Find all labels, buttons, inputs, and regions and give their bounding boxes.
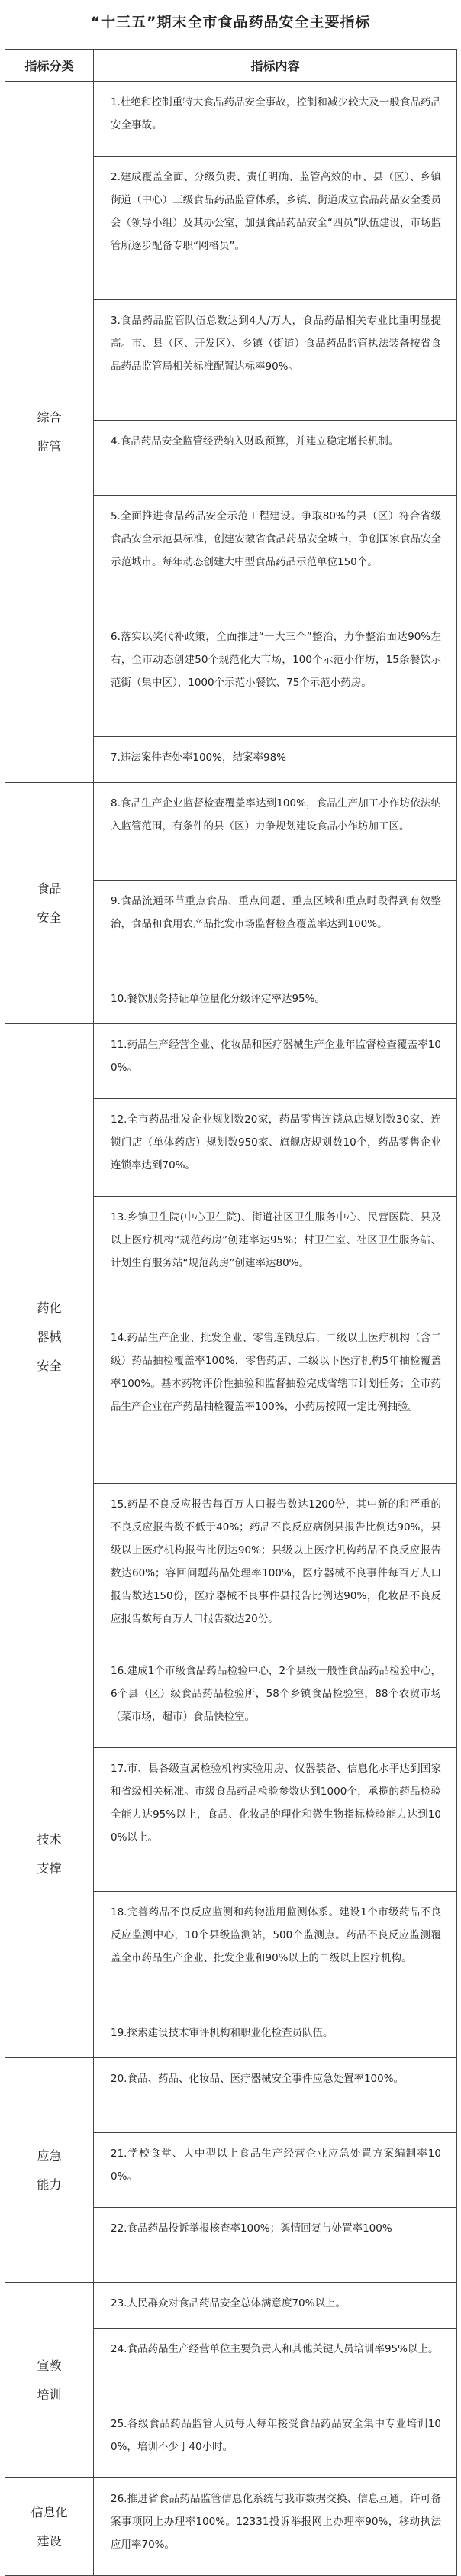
indicator-item: 19.探索建设技术审评机构和职业化检查员队伍。 <box>94 2012 457 2058</box>
indicator-item: 15.药品不良反应报告每百万人口报告数达1200份，其中新的和严重的不良反应报告数不低于40%；药品不良反应病例县报告比例达90%，县级以上医疗机构报告比例达90%；县级以上医疗机构药品不良反应报告数达60%；容回问题药品处理率100%，医疗器械不良事件每百万人口报告数达150份，医疗器械不良事件县报告比例达90%，化妆品不良反应报告数每百万人口报告数达20份。 <box>94 1484 457 1650</box>
table-row <box>5 2478 457 2576</box>
indicator-item: 6.落实以奖代补政策，全面推进“一大三个”整治，力争整治面达90%左右，全市动态创建50个规范化大市场，100个示范小作坊，15条餐饮示范街（集中区），1000个示范小餐饮、75个示范小药房。 <box>94 616 457 737</box>
category-label: 能力 <box>37 2177 62 2192</box>
content-column-header: 指标内容 <box>94 50 457 82</box>
indicator-item: 9.食品流通环节重点食品、重点问题、重点区域和重点时段得到有效整治，食品和食用农产品批发市场监督检查覆盖率达到100%。 <box>94 881 457 978</box>
category-label: 安全 <box>37 1358 62 1373</box>
table-row <box>5 783 457 881</box>
indicator-item: 11.药品生产经营企业、化妆品和医疗器械生产企业年监督检查覆盖率100%。 <box>94 1024 457 1099</box>
category-label: 安全 <box>37 910 62 925</box>
category-label: 支撑 <box>37 1860 62 1876</box>
category-label: 宣教 <box>37 2358 62 2373</box>
category-label: 食品 <box>37 881 62 896</box>
page-title: “十三五”期末全市食品药品安全主要指标 <box>90 14 371 31</box>
indicator-item: 21.学校食堂、大中型以上食品生产经营企业应急处置方案编制率100%。 <box>94 2133 457 2208</box>
indicator-item: 10.餐饮服务持证单位量化分级评定率达95%。 <box>94 978 457 1024</box>
indicator-item: 23.人民群众对食品药品安全总体满意度70%以上。 <box>94 2283 457 2329</box>
category-column-header: 指标分类 <box>5 50 94 82</box>
indicator-item: 13.乡镇卫生院(中心卫生院)、街道社区卫生服务中心、民营医院、县及以上医疗机构“规范药房”创建率达95%；村卫生室、社区卫生服务站、计划生育服务站“规范药房”创建率达80%。 <box>94 1197 457 1317</box>
category-label: 应急 <box>37 2148 62 2163</box>
category-label: 培训 <box>37 2387 62 2402</box>
table-row <box>5 1024 457 1099</box>
table-body <box>5 82 457 2576</box>
indicator-item: 8.食品生产企业监督检查覆盖率达到100%，食品生产加工小作坊依法纳入监管范围，有条件的县（区）力争规划建设食品小作坊加工区。 <box>94 783 457 881</box>
category-label: 器械 <box>37 1329 62 1344</box>
category-label: 建设 <box>37 2533 62 2549</box>
indicator-item: 24.食品药品生产经营单位主要负责人和其他关键人员培训率95%以上。 <box>94 2329 457 2403</box>
category-cell <box>5 1650 94 2058</box>
indicator-item: 12.全市药品批发企业规划数20家，药品零售连锁总店规划数30家、连锁门店（单体药店）规划数950家、旗舰店规划数10个，药品零售企业连锁率达到70%。 <box>94 1099 457 1197</box>
indicator-item: 7.违法案件查处率100%，结案率98% <box>94 737 457 783</box>
indicator-item: 22.食品药品投诉举报核查率100%；舆情回复与处置率100% <box>94 2208 457 2283</box>
table-row <box>5 2283 457 2329</box>
category-label: 监管 <box>37 438 62 454</box>
category-cell <box>5 1024 94 1650</box>
indicator-item: 18.完善药品不良反应监测和药物滥用监测体系。建设1个市级药品不良反应监测中心，10个县级监测站，500个监测点。药品不良反应监测覆盖全市药品生产企业、批发企业和90%以上的二级以上医疗机构。 <box>94 1892 457 2012</box>
indicator-table <box>5 49 457 2576</box>
indicator-item: 14.药品生产企业、批发企业、零售连锁总店、二级以上医疗机构（含二级）药品抽检覆盖率100%，零售药店、二级以下医疗机构5年抽检覆盖率100%。基本药物评价性抽验和监督抽验完成省辖市计划任务；全市药品生产企业在产药品抽检覆盖率100%，小药房按照一定比例抽验。 <box>94 1317 457 1484</box>
indicator-item: 2.建成覆盖全面、分级负责、责任明确、监管高效的市、县（区）、乡镇街道（中心）三级食品药品监管体系，乡镇、街道成立食品药品安全委员会（领导小组）及其办公室，加强食品药品安全“四员”队伍建设，市场监管所逐步配备专职“网格员”。 <box>94 157 457 300</box>
category-cell <box>5 783 94 1024</box>
category-label: 药化 <box>37 1300 62 1315</box>
indicator-item: 17.市、县各级直属检验机构实验用房、仪器装备、信息化水平达到国家和省级相关标准。市级食品药品检验参数达到1000个，承揽的药品检验全能力达95%以上，食品、化妆品的理化和微生物指标检验能力达到100%以上。 <box>94 1748 457 1892</box>
category-cell <box>5 82 94 783</box>
indicator-item: 25.各级食品药品监管人员每人每年接受食品药品安全集中专业培训100%，培训不少于40小时。 <box>94 2403 457 2478</box>
category-cell <box>5 2058 94 2283</box>
indicator-item: 16.建成1个市级食品药品检验中心，2个县级一般性食品药品检验中心，6个县（区）级食品药品检验所，58个乡镇食品检验室，88个农贸市场（菜市场，超市）食品快检室。 <box>94 1650 457 1748</box>
category-cell <box>5 2283 94 2478</box>
table-row <box>5 82 457 157</box>
category-cell <box>5 2478 94 2576</box>
table-row <box>5 2058 457 2133</box>
category-label: 信息化 <box>31 2504 68 2519</box>
indicator-item: 5.全面推进食品药品安全示范工程建设。争取80%的县（区）符合省级食品安全示范县标准，创建安徽省食品药品安全城市，争创国家食品安全示范城市。每年动态创建大中型食品药品示范单位150个。 <box>94 496 457 616</box>
table-header-row <box>5 50 457 82</box>
indicator-item: 3.食品药品监管队伍总数达到4人/万人，食品药品相关专业比重明显提高。市、县（区、开发区）、乡镇（街道）食品药品监管执法装备按省食品药品监管局相关标准配置达标率90%。 <box>94 300 457 421</box>
indicator-item: 26.推进省食品药品监管信息化系统与我市数据交换、信息互通，许可备案事项网上办理率100%。12331投诉举报网上办理率90%，移动执法应用率70%。 <box>94 2478 457 2576</box>
indicator-item: 1.杜绝和控制重特大食品药品安全事故，控制和减少较大及一般食品药品安全事故。 <box>94 82 457 157</box>
indicator-item: 20.食品、药品、化妆品、医疗器械安全事件应急处置率100%。 <box>94 2058 457 2133</box>
category-label: 综合 <box>37 409 62 425</box>
table-row <box>5 1650 457 1748</box>
indicator-item: 4.食品药品安全监管经费纳入财政预算，并建立稳定增长机制。 <box>94 421 457 496</box>
category-label: 技术 <box>37 1831 62 1847</box>
